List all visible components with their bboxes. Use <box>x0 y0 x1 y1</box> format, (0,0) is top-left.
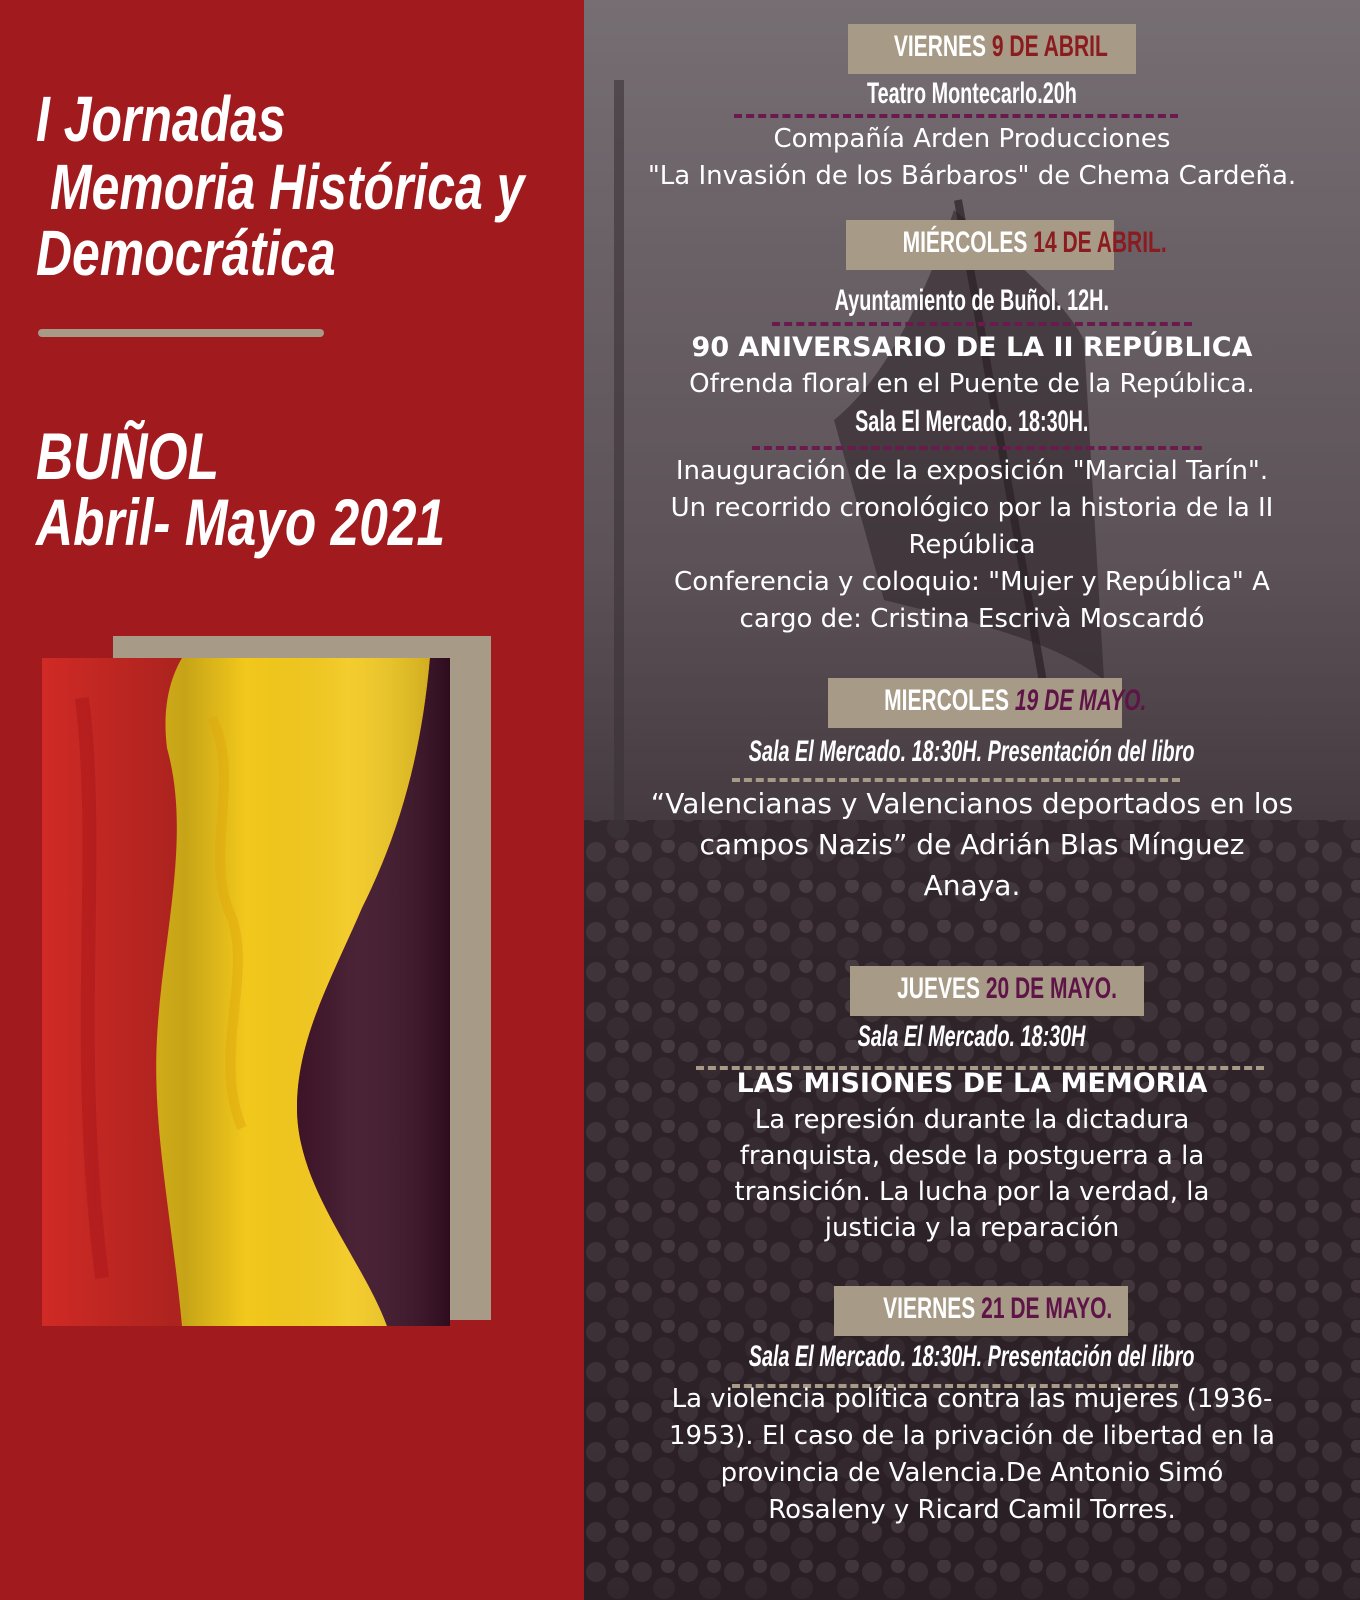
event-2-day: MIÉRCOLES <box>902 226 1028 259</box>
event-4-venue: Sala El Mercado. 18:30H <box>858 1020 1086 1053</box>
event-dates: Abril- Mayo 2021 <box>36 485 446 559</box>
right-panel <box>584 0 1360 1600</box>
event-4-day: JUEVES <box>897 972 980 1005</box>
event-2-line: Ofrenda floral en el Puente de la República. <box>689 369 1255 399</box>
event-3-separator <box>732 778 1180 782</box>
event-2-separator <box>772 322 1192 326</box>
event-2-description: Inauguración de la exposición "Marcial Tarín". Un recorrido cronológico por la historia de la II República Conferencia y coloquio: "Mujer y República" A cargo de: Cristina Escrivà Moscardó <box>670 456 1274 634</box>
event-5-date-tag <box>834 1286 1128 1336</box>
title-line-1: I Jornadas <box>36 83 286 155</box>
event-1-description: Compañía Arden Producciones "La Invasión de los Bárbaros" de Chema Cardeña. <box>647 124 1297 191</box>
event-4-date: 20 DE MAYO. <box>985 972 1117 1005</box>
event-3-description: “Valencianas y Valencianos deportados en los campos Nazis” de Adrián Blas Mínguez Anaya. <box>650 787 1294 902</box>
event-5-description: La violencia política contra las mujeres (1936- 1953). El caso de la privación de libertad en la provincia de Valencia.De Antonio Simó Rosaleny y Ricard Camil Torres. <box>669 1384 1275 1525</box>
event-2-heading: 90 ANIVERSARIO DE LA II REPÚBLICA <box>691 332 1253 363</box>
left-panel <box>0 0 584 1600</box>
place-name: BUÑOL <box>36 419 220 493</box>
event-4-description: La represión durante la dictadura franquista, desde la postguerra a la transición. La lucha por la verdad, la justicia y la reparación <box>734 1105 1210 1243</box>
event-1-date: 9 DE ABRIL <box>991 30 1108 63</box>
event-3-day: MIERCOLES <box>884 684 1010 717</box>
event-2-separator-2 <box>752 446 1202 450</box>
event-2-venue: Ayuntamiento de Buñol. 12H. <box>834 284 1110 317</box>
event-5-day: VIERNES <box>883 1292 976 1325</box>
event-5-venue: Sala El Mercado. 18:30H. Presentación del libro <box>749 1340 1195 1373</box>
event-1-venue: Teatro Montecarlo.20h <box>867 77 1077 110</box>
event-2-date: 14 DE ABRIL. <box>1033 226 1167 259</box>
title-line-2: Memoria Histórica y <box>50 151 525 223</box>
republican-flag-image <box>42 658 450 1326</box>
event-4-date-tag <box>850 966 1144 1016</box>
event-1-separator <box>734 114 1178 118</box>
event-1-date-tag <box>848 24 1136 74</box>
title-divider <box>38 329 324 337</box>
event-3-date-tag <box>828 678 1147 728</box>
event-5-date: 21 DE MAYO. <box>981 1292 1113 1325</box>
event-1-day: VIERNES <box>893 30 987 63</box>
event-2-venue-2: Sala El Mercado. 18:30H. <box>855 405 1089 438</box>
title-line-3: Democrática <box>36 217 336 289</box>
event-3-venue: Sala El Mercado. 18:30H. Presentación del libro <box>749 735 1195 768</box>
event-2-date-tag <box>846 220 1167 270</box>
event-4-heading: LAS MISIONES DE LA MEMORIA <box>736 1068 1208 1099</box>
event-3-date: 19 DE MAYO. <box>1014 684 1147 717</box>
